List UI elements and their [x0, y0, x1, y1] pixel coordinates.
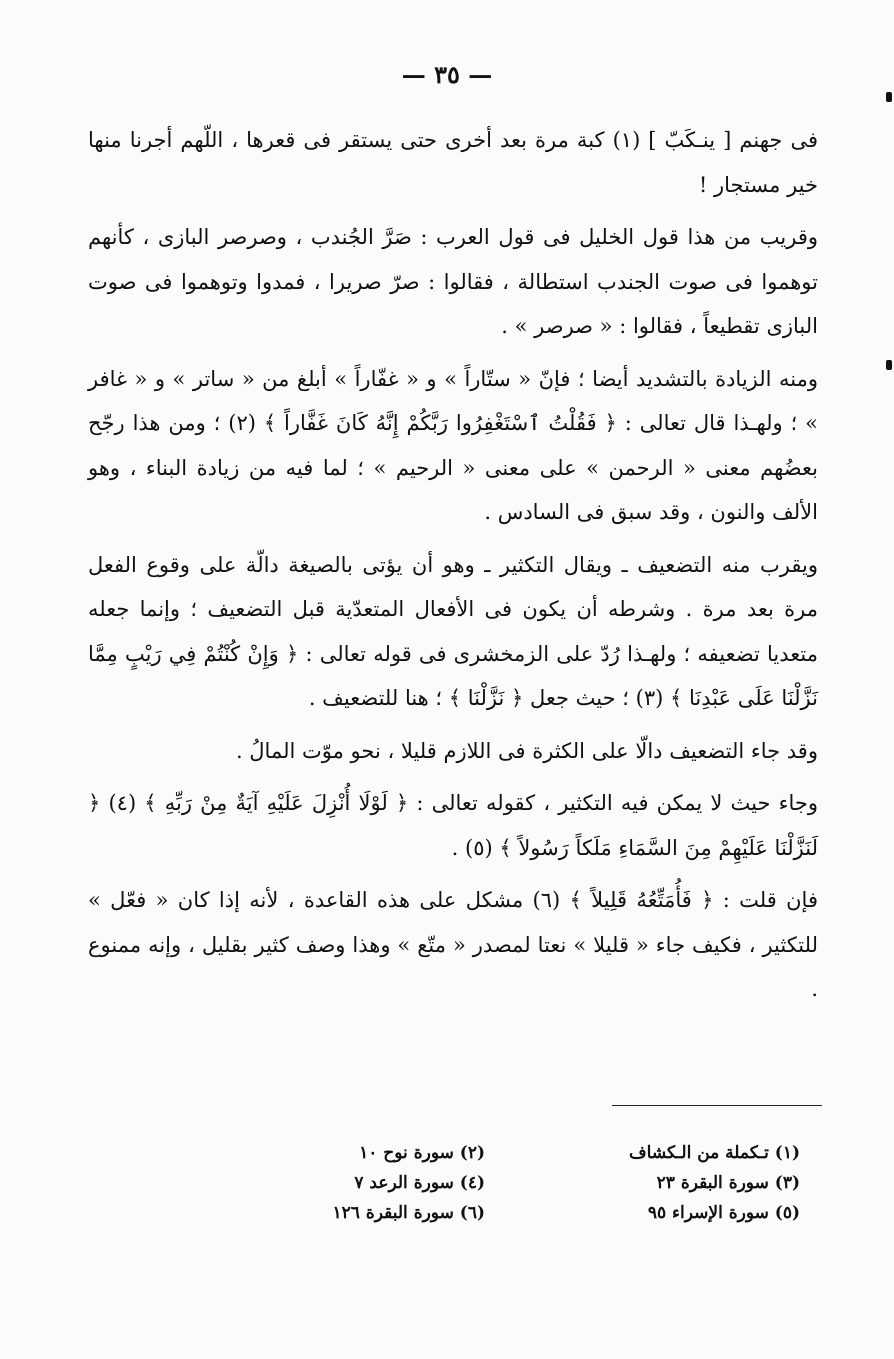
footnote-2: (٢) سورة نوح ١٠: [359, 1143, 485, 1163]
footnote-4: (٤) سورة الرعد ٧: [354, 1173, 485, 1193]
paragraph: وجاء حيث لا يمكن فيه التكثير ، كقوله تعالى : ﴿ لَوْلَا أُنْزِلَ عَلَيْهِ آيَةٌ مِنْ رَبِّهِ ﴾ (٤) ﴿ لَنَزَّلْنَا عَلَيْهِمْ مِنَ السَّمَاءِ مَلَكاً رَسُولاً ﴾ (٥) .: [88, 791, 818, 860]
paragraph: فإن قلت : ﴿ فَأُمَتِّعُهُ قَلِيلاً ﴾ (٦) مشكل على هذه القاعدة ، لأنه إذا كان « فعّل » للتكثير ، فكيف جاء « قليلا » نعتا لمصدر « متّع » وهذا وصف كثير بقليل ، وإنه ممنوع .: [88, 888, 818, 1001]
scan-edge-mark: [886, 360, 892, 370]
scan-edge-mark: [886, 92, 892, 102]
footnote-5: (٥) سورة الإسراء ٩٥: [647, 1203, 800, 1223]
footnote-3: (٣) سورة البقرة ٢٣: [656, 1173, 800, 1193]
paragraph: ويقرب منه التضعيف ـ ويقال التكثير ـ وهو أن يؤتى بالصيغة دالّة على وقوع الفعل مرة بعد مرة . وشرطه أن يكون فى الأفعال المتعدّية قبل التضعيف ؛ وإنما جعله متعديا تضعيفه ؛ ولهـذا رُدّ على الزمخشرى فى قوله تعالى : ﴿ وَإِنْ كُنْتُمْ فِي رَيْبٍ مِمَّا نَزَّلْنَا عَلَى عَبْدِنَا ﴾ (٣) ؛ حيث جعل ﴿ نَزَّلْنَا ﴾ ؛ هنا للتضعيف .: [88, 552, 818, 710]
footnotes: [230, 1138, 800, 1228]
page-number: — ٣٥ —: [401, 60, 493, 89]
footnote-1: (١) تـكملة من الـكشاف: [629, 1143, 800, 1163]
paragraph: وقد جاء التضعيف دالّا على الكثرة فى اللازم قليلا ، نحو موّت المالُ .: [235, 738, 818, 763]
paragraph: ومنه الزيادة بالتشديد أيضا ؛ فإنّ « ستّاراً » و « غفّاراً » أبلغ من « ساتر » و « غافر » ؛ ولهـذا قال تعالى : ﴿ فَقُلْتُ ٱسْتَغْفِرُوا رَبَّكُمْ إِنَّهُ كَانَ غَفَّاراً ﴾ (٢) ؛ ومن هذا رجّح بعضُهم معنى « الرحمن » على معنى « الرحيم » ؛ لما فيه من زيادة البناء ، وهو الألف والنون ، وقد سبق فى السادس .: [88, 366, 818, 524]
footnote-6: (٦) سورة البقرة ١٢٦: [332, 1203, 485, 1223]
body-text: [88, 118, 818, 1020]
paragraph: وقريب من هذا قول الخليل فى قول العرب : صَرَّ الجُندب ، وصرصر البازى ، كأنهم توهموا فى صوت الجندب استطالة ، فقالوا : صرّ صريرا ، فمدوا وتوهموا فى صوت البازى تقطيعاً ، فقالوا : « صرصر » .: [88, 225, 818, 338]
footnote-divider: [612, 1105, 822, 1106]
paragraph: فى جهنم [ ينـكَبّ ] (١) كبة مرة بعد أخرى حتى يستقر فى قعرها ، اللّهم أجرنا منها خير مستجار !: [88, 128, 818, 197]
